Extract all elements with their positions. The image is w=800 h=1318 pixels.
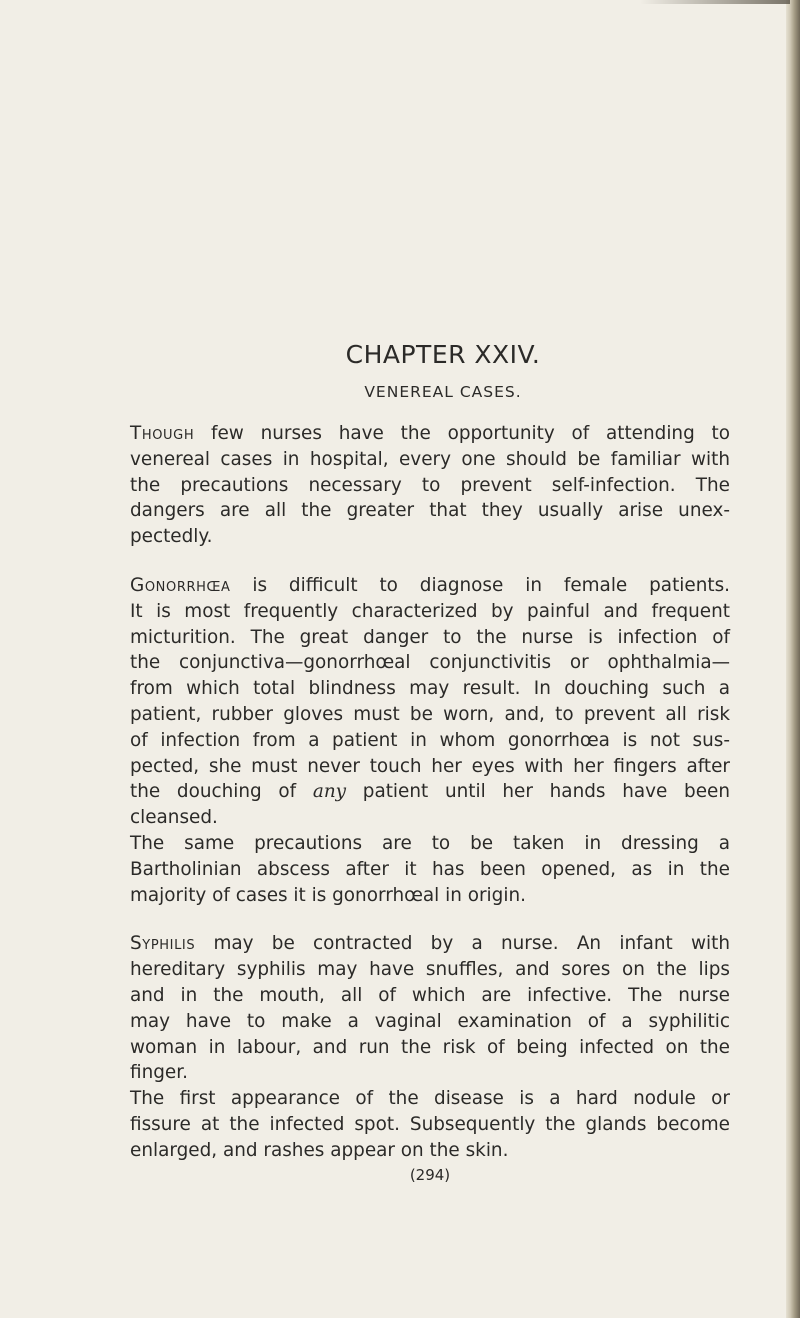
text-line: the precautions necessary to prevent self-infection. The	[130, 474, 730, 496]
lead-word: Though	[130, 423, 195, 444]
page-edge-top-shadow	[640, 0, 790, 4]
text-line: patient, rubber gloves must be worn, and, to prevent all risk	[130, 703, 730, 725]
text-line: pected, she must never touch her eyes with her fingers after	[130, 755, 730, 777]
text-line: Though few nurses have the opportunity of attending to	[130, 423, 730, 444]
text-line: and in the mouth, all of which are infective. The nurse	[130, 984, 730, 1006]
text-line: of infection from a patient in whom gonorrhœa is not sus-	[130, 729, 730, 751]
page-number: (294)	[409, 1165, 451, 1184]
text-line: venereal cases in hospital, every one should be familiar with	[130, 448, 730, 470]
text-line: the douching of any patient until her hands have been	[130, 781, 731, 803]
text-line: woman in labour, and run the risk of being infected on the	[130, 1036, 730, 1058]
page-edge-shadow	[786, 0, 800, 1318]
italic-word: any	[312, 781, 347, 803]
text-line: cleansed.	[130, 807, 218, 829]
text-line: The first appearance of the disease is a hard nodule or	[130, 1088, 730, 1110]
paragraph-gonorrhoea	[130, 573, 730, 908]
text-line: micturition. The great danger to the nurse is infection of	[130, 626, 730, 648]
text-line: the conjunctiva—gonorrhœal conjunctivitis or ophthalmia—	[130, 652, 730, 674]
chapter-title: CHAPTER XXIV.	[345, 340, 541, 369]
paragraph-though	[130, 421, 730, 550]
paragraph-syphilis	[130, 931, 730, 1163]
lead-word: Syphilis	[130, 933, 196, 955]
text-line: It is most frequently characterized by painful and frequent	[130, 600, 730, 622]
text-line: majority of cases it is gonorrhœal in origin.	[130, 884, 526, 906]
text-line: dangers are all the greater that they usually arise unex-	[130, 500, 730, 522]
text-line: enlarged, and rashes appear on the skin.	[130, 1139, 509, 1161]
text-line: from which total blindness may result. In douching such a	[130, 678, 730, 700]
text-line: pectedly.	[130, 526, 213, 548]
text-line: finger.	[130, 1062, 188, 1084]
chapter-subtitle: VENEREAL CASES.	[364, 383, 522, 401]
text-line: The same precautions are to be taken in dressing a	[130, 832, 730, 854]
text-line: may have to make a vaginal examination of a syphilitic	[130, 1010, 730, 1032]
text-line: Gonorrhœa is difficult to diagnose in female patients.	[130, 574, 730, 596]
text-line: Syphilis may be contracted by a nurse. An infant with	[130, 933, 730, 955]
text-line: fissure at the infected spot. Subsequently the glands become	[130, 1113, 730, 1135]
page-content	[130, 340, 730, 1184]
text-line: Bartholinian abscess after it has been opened, as in the	[130, 858, 730, 880]
lead-word: Gonorrhœa	[130, 574, 231, 596]
text-line: hereditary syphilis may have snuffles, and sores on the lips	[130, 959, 730, 981]
